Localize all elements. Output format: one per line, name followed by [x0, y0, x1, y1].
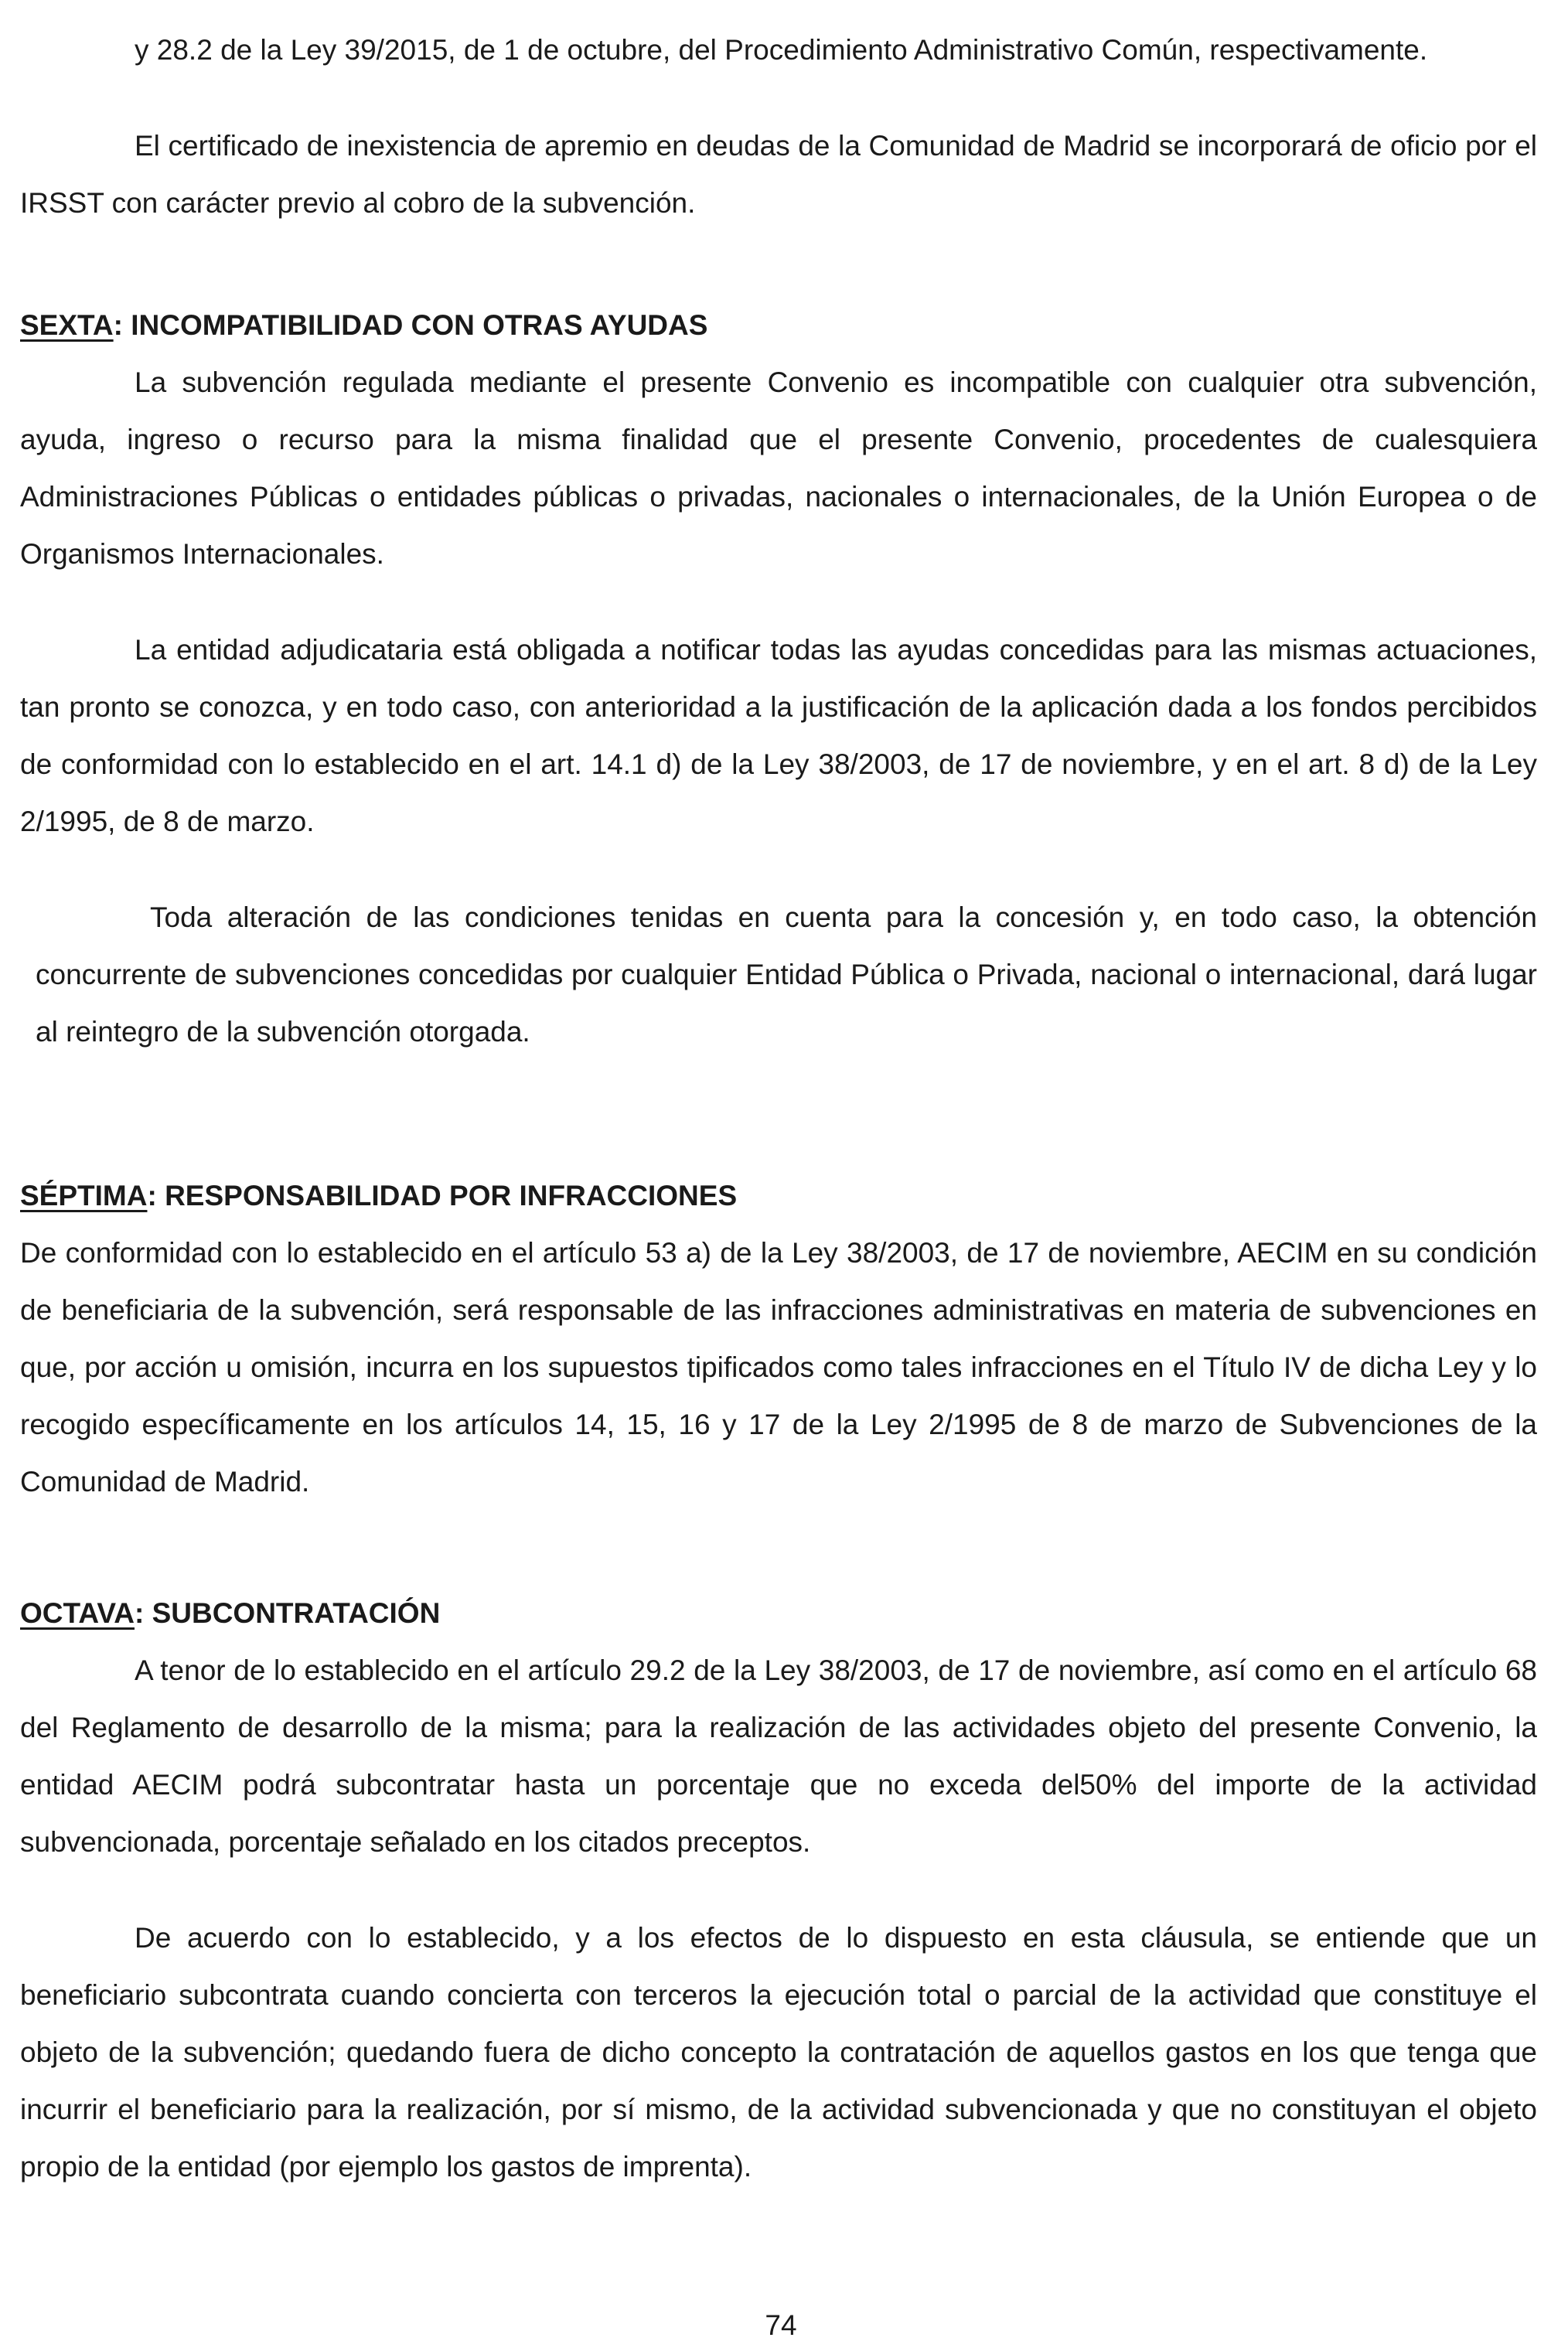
section-heading-septima	[20, 1167, 1537, 1225]
page-number: 74	[765, 2309, 797, 2341]
sexta-paragraph-1: La subvención regulada mediante el presente Convenio es incompatible con cualquier otra subvención, ayuda, ingreso o recurso para la misma finalidad que el presente Convenio, procedentes de cualesquiera Administraciones Públicas o entidades públicas o privadas, nacionales o internacionales, de la Unión Europea o de Organismos Internacionales.	[20, 366, 1537, 570]
section-label-septima: SÉPTIMA	[20, 1180, 148, 1211]
octava-paragraph-1: A tenor de lo establecido en el artículo 29.2 de la Ley 38/2003, de 17 de noviembre, así como en el artículo 68 del Reglamento de desarrollo de la misma; para la realización de las actividades objeto del presente Convenio, la entidad AECIM podrá subcontratar hasta un porcentaje que no exceda del50% del importe de la actividad subvencionada, porcentaje señalado en los citados preceptos.	[20, 1654, 1537, 1858]
intro-paragraph-1: y 28.2 de la Ley 39/2015, de 1 de octubre, del Procedimiento Administrativo Común, respectivamente.	[135, 34, 1428, 66]
intro-paragraph-2: El certificado de inexistencia de apremio en deudas de la Comunidad de Madrid se incorporará de oficio por el IRSST con carácter previo al cobro de la subvención.	[20, 130, 1537, 219]
section-title-sexta: : INCOMPATIBILIDAD CON OTRAS AYUDAS	[113, 309, 708, 341]
sexta-paragraph-2: La entidad adjudicataria está obligada a notificar todas las ayudas concedidas para las mismas actuaciones, tan pronto se conozca, y en todo caso, con anterioridad a la justificación de la aplicación dada a los fondos percibidos de conformidad con lo establecido en el art. 14.1 d) de la Ley 38/2003, de 17 de noviembre, y en el art. 8 d) de la Ley 2/1995, de 8 de marzo.	[20, 634, 1537, 837]
octava-paragraph-2: De acuerdo con lo establecido, y a los efectos de lo dispuesto en esta cláusula, se entiende que un beneficiario subcontrata cuando concierta con terceros la ejecución total o parcial de la actividad que constituye el objeto de la subvención; quedando fuera de dicho concepto la contratación de aquellos gastos en los que tenga que incurrir el beneficiario para la realización, por sí mismo, de la actividad subvencionada y que no constituyan el objeto propio de la entidad (por ejemplo los gastos de imprenta).	[20, 1922, 1537, 2183]
section-heading-octava	[20, 1585, 1537, 1642]
section-label-sexta: SEXTA	[20, 309, 114, 341]
section-title-septima: : RESPONSABILIDAD POR INFRACCIONES	[147, 1180, 738, 1211]
document-body	[20, 22, 1537, 2196]
sexta-paragraph-3: Toda alteración de las condiciones tenidas en cuenta para la concesión y, en todo caso, la obtención concurrente de subvenciones concedidas por cualquier Entidad Pública o Privada, nacional o internacional, dará lugar al reintegro de la subvención otorgada.	[36, 901, 1537, 1048]
septima-paragraph-1: De conformidad con lo establecido en el artículo 53 a) de la Ley 38/2003, de 17 de noviembre, AECIM en su condición de beneficiaria de la subvención, será responsable de las infracciones administrativas en materia de subvenciones en que, por acción u omisión, incurra en los supuestos tipificados como tales infracciones en el Título IV de dicha Ley y lo recogido específicamente en los artículos 14, 15, 16 y 17 de la Ley 2/1995 de 8 de marzo de Subvenciones de la Comunidad de Madrid.	[20, 1237, 1537, 1498]
section-heading-sexta	[20, 297, 1537, 354]
section-title-octava: : SUBCONTRATACIÓN	[134, 1597, 441, 1629]
section-label-octava: OCTAVA	[20, 1597, 135, 1629]
